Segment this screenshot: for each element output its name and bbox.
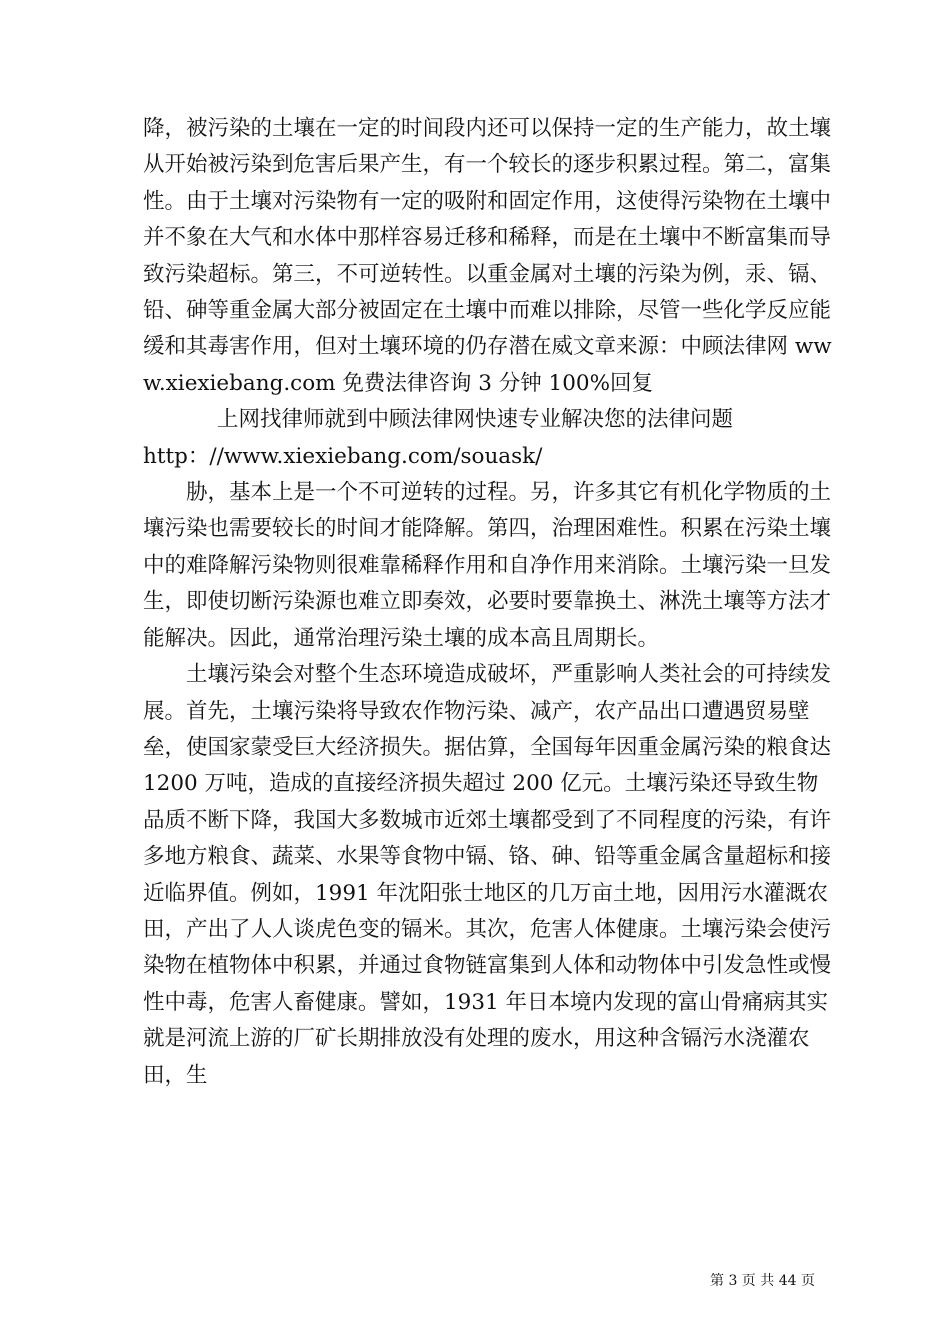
- paragraph-2: 胁，基本上是一个不可逆转的过程。另，许多其它有机化学物质的土壤污染也需要较长的时间才能降解。第四，治理困难性。积累在污染土壤中的难降解污染物则很难靠稀释作用和自净作用来消除。土壤污染一旦发生，即使切断污染源也难立即奏效，必要时要靠换土、淋洗土壤等方法才能解决。因此，通常治理污染土壤的成本高且周期长。: [143, 480, 832, 651]
- page-number: 第 3 页 共 44 页: [710, 1273, 815, 1289]
- document-body: [143, 111, 833, 1094]
- paragraph-3: 土壤污染会对整个生态环境造成破坏，严重影响人类社会的可持续发展。首先，土壤污染将导致农作物污染、减产，农产品出口遭遇贸易壁垒，使国家蒙受巨大经济损失。据估算，全国每年因重金属污染的粮食达 1200 万吨，造成的直接经济损失超过 200 亿元。土壤污染还导致生物品质不断下降，我国大多数城市近郊土壤都受到了不同程度的污染，有许多地方粮食、蔬菜、水果等食物中镉、铬、砷、铅等重金属含量超标和接近临界值。例如，1991 年沈阳张士地区的几万亩土地，因用污水灌溉农田，产出了人人谈虎色变的镉米。其次，危害人体健康。土壤污染会使污染物在植物体中积累，并通过食物链富集到人体和动物体中引发急性或慢性中毒，危害人畜健康。譬如，1931 年日本境内发现的富山骨痛病其实就是河流上游的厂矿长期排放没有处理的废水，用这种含镉污水浇灌农田，生: [143, 662, 832, 1088]
- advert-line: 上网找律师就到中顾法律网快速专业解决您的法律问题: [217, 407, 734, 433]
- paragraph-1: 降，被污染的土壤在一定的时间段内还可以保持一定的生产能力，故土壤从开始被污染到危害后果产生，有一个较长的逐步积累过程。第二，富集性。由于土壤对污染物有一定的吸附和固定作用，这使得污染物在土壤中并不象在大气和水体中那样容易迁移和稀释，而是在土壤中不断富集而导致污染超标。第三，不可逆转性。以重金属对土壤的污染为例，汞、镉、铅、砷等重金属大部分被固定在土壤中而难以排除，尽管一些化学反应能缓和其毒害作用，但对土壤环境的仍存潜在威文章来源：中顾法律网 www.xiexiebang.com 免费法律咨询 3 分钟 100%回复: [143, 116, 832, 396]
- advert-url[interactable]: http：//www.xiexiebang.com/souask/: [143, 443, 543, 469]
